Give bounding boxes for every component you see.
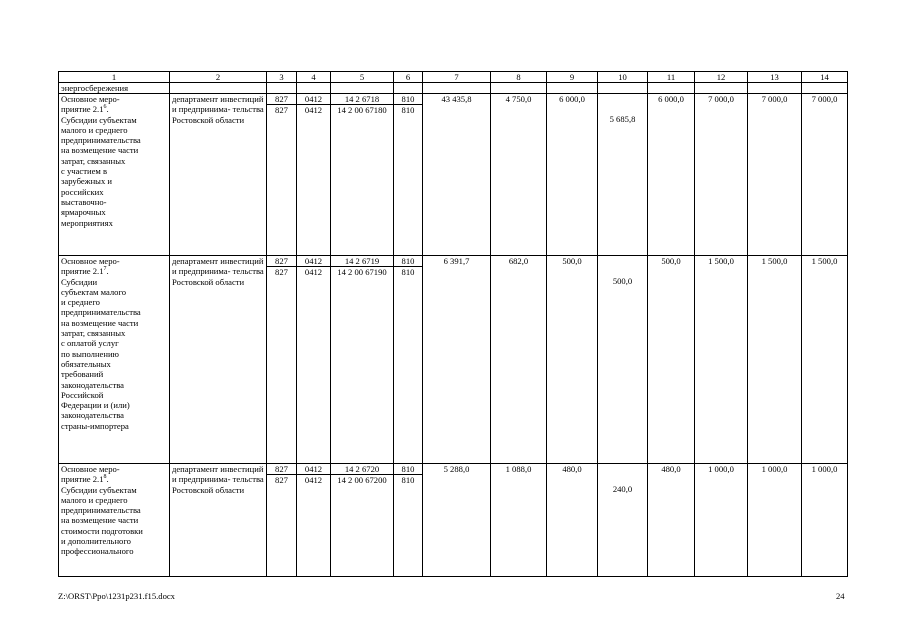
vr-code: 810 810: [394, 94, 423, 256]
table-row: [59, 94, 848, 256]
rzpr-code: 0412 0412: [297, 94, 331, 256]
grbs-code: 827 827: [267, 256, 297, 464]
table-row: [59, 256, 848, 464]
vr-code: 810 810: [394, 256, 423, 464]
measure-name: Основное меро- приятие $2.1^6$. Субсидии субъектам малого и среднего предпринимательства на возмещение части затрат, связанных с участием в зарубежных и российских выставочно- ярмарочных мероприятиях: [59, 94, 170, 256]
amount-c14: 1 500,0: [802, 256, 848, 464]
amount-c11: 500,0: [648, 256, 695, 464]
rzpr-code: 0412 0412: [297, 256, 331, 464]
amount-c9: 480,0: [547, 464, 598, 577]
column-number-1: 1: [59, 72, 170, 83]
column-number-4: 4: [297, 72, 331, 83]
column-number-11: 11: [648, 72, 695, 83]
amount-c14: 7 000,0: [802, 94, 848, 256]
column-number-12: 12: [695, 72, 748, 83]
csr-code: 14 2 6720 14 2 00 67200: [331, 464, 394, 577]
grbs-code: 827 827: [267, 94, 297, 256]
amount-c10: 500,0: [598, 256, 648, 464]
grbs-code: 827 827: [267, 464, 297, 577]
amount-c8: 682,0: [491, 256, 547, 464]
amount-c12: 7 000,0: [695, 94, 748, 256]
section-label: энергосбережения: [59, 83, 170, 94]
csr-code: 14 2 6718 14 2 00 67180: [331, 94, 394, 256]
column-number-5: 5: [331, 72, 394, 83]
vr-code: 810 810: [394, 464, 423, 577]
amount-c12: 1 500,0: [695, 256, 748, 464]
column-number-10: 10: [598, 72, 648, 83]
amount-c10: 5 685,8: [598, 94, 648, 256]
column-number-9: 9: [547, 72, 598, 83]
amount-c9: 500,0: [547, 256, 598, 464]
column-number-row: [59, 72, 848, 83]
amount-c11: 480,0: [648, 464, 695, 577]
amount-c11: 6 000,0: [648, 94, 695, 256]
amount-c10: 240,0: [598, 464, 648, 577]
page-number: 24: [836, 591, 845, 601]
amount-c13: 1 500,0: [748, 256, 802, 464]
amount-c13: 1 000,0: [748, 464, 802, 577]
amount-c12: 1 000,0: [695, 464, 748, 577]
footer-file-path: Z:\ORST\Ppo\1231p231.f15.docx: [58, 591, 175, 601]
amount-c8: 1 088,0: [491, 464, 547, 577]
amount-c8: 4 750,0: [491, 94, 547, 256]
csr-code: 14 2 6719 14 2 00 67190: [331, 256, 394, 464]
executor: департамент инвестиций и предпринима- тельства Ростовской области: [170, 256, 267, 464]
amount-c13: 7 000,0: [748, 94, 802, 256]
column-number-14: 14: [802, 72, 848, 83]
measure-name: Основное меро- приятие $2.1^8$. Субсидии субъектам малого и среднего предпринимательства на возмещение части стоимости подготовки и дополнительного профессионального: [59, 464, 170, 577]
measure-name: Основное меро- приятие $2.1^7$. Субсидии субъектам малого и среднего предпринимательства на возмещение части затрат, связанных с оплатой услуг по выполнению обязательных требований законодательства Российской Федерации и (или) законодательства страны-импортера: [59, 256, 170, 464]
section-row: [59, 83, 848, 94]
column-number-13: 13: [748, 72, 802, 83]
amount-c9: 6 000,0: [547, 94, 598, 256]
column-number-2: 2: [170, 72, 267, 83]
amount-c7: 43 435,8: [423, 94, 491, 256]
column-number-3: 3: [267, 72, 297, 83]
budget-table: [58, 71, 848, 577]
column-number-8: 8: [491, 72, 547, 83]
rzpr-code: 0412 0412: [297, 464, 331, 577]
table-row: [59, 464, 848, 577]
column-number-6: 6: [394, 72, 423, 83]
executor: департамент инвестиций и предпринима- тельства Ростовской области: [170, 464, 267, 577]
amount-c7: 5 288,0: [423, 464, 491, 577]
amount-c7: 6 391,7: [423, 256, 491, 464]
amount-c14: 1 000,0: [802, 464, 848, 577]
column-number-7: 7: [423, 72, 491, 83]
executor: департамент инвестиций и предпринима- тельства Ростовской области: [170, 94, 267, 256]
